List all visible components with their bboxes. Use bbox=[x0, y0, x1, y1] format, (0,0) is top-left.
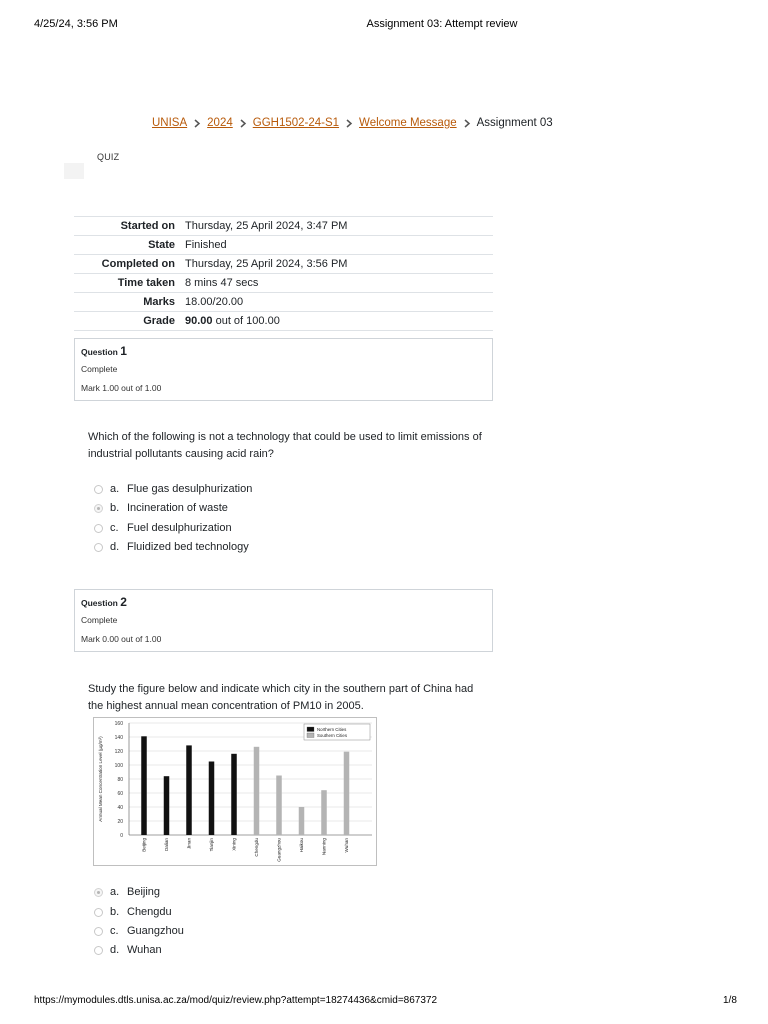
y-tick-label: 40 bbox=[117, 804, 123, 811]
bar bbox=[231, 754, 237, 835]
radio-button[interactable] bbox=[94, 946, 103, 955]
activity-icon bbox=[64, 163, 84, 179]
breadcrumb-link-welcome[interactable]: Welcome Message bbox=[359, 117, 457, 129]
chevron-right-icon bbox=[193, 119, 201, 128]
answer-letter: c. bbox=[110, 522, 119, 534]
y-tick-label: 120 bbox=[114, 748, 123, 755]
breadcrumb bbox=[152, 117, 553, 129]
breadcrumb-link-unisa[interactable]: UNISA bbox=[152, 117, 188, 129]
answer-letter: d. bbox=[110, 541, 120, 553]
summary-value: 8 mins 47 secs bbox=[185, 277, 259, 289]
summary-value: Thursday, 25 April 2024, 3:56 PM bbox=[185, 258, 348, 270]
bar bbox=[209, 762, 215, 836]
breadcrumb-link-year[interactable]: 2024 bbox=[207, 117, 233, 129]
summary-label: Time taken bbox=[117, 277, 175, 289]
x-tick-label: Dalian bbox=[164, 838, 170, 852]
summary-label: Grade bbox=[143, 315, 175, 327]
legend-swatch bbox=[307, 727, 314, 732]
summary-label: Started on bbox=[120, 220, 175, 232]
bar bbox=[321, 790, 327, 835]
answer-option[interactable] bbox=[94, 905, 172, 919]
summary-row bbox=[74, 312, 493, 331]
answer-option[interactable] bbox=[94, 521, 232, 535]
question-mark: Mark 1.00 out of 1.00 bbox=[81, 383, 162, 393]
bar bbox=[299, 807, 305, 835]
answer-option[interactable] bbox=[94, 540, 249, 554]
answer-text: Chengdu bbox=[127, 906, 172, 918]
answer-text: Fluidized bed technology bbox=[127, 541, 249, 553]
legend-swatch bbox=[307, 733, 314, 738]
answer-option[interactable] bbox=[94, 482, 252, 496]
summary-label: State bbox=[148, 239, 175, 251]
pm10-chart bbox=[93, 717, 377, 866]
summary-row bbox=[74, 274, 493, 293]
answer-letter: b. bbox=[110, 906, 120, 918]
x-tick-label: Beijing bbox=[141, 838, 147, 852]
chevron-right-icon bbox=[239, 119, 247, 128]
print-title: Assignment 03: Attempt review bbox=[366, 18, 518, 30]
print-page-number: 1/8 bbox=[723, 995, 737, 1006]
answer-text: Guangzhou bbox=[127, 925, 184, 937]
question-number: Question 2 bbox=[81, 595, 127, 609]
answer-option[interactable] bbox=[94, 943, 162, 957]
bar-chart bbox=[94, 718, 376, 865]
answer-text: Beijing bbox=[127, 886, 161, 898]
radio-button[interactable] bbox=[94, 927, 103, 936]
summary-value bbox=[185, 312, 493, 331]
summary-label: Marks bbox=[143, 296, 175, 308]
x-tick-label: Guangzhou bbox=[276, 838, 282, 862]
summary-label: Completed on bbox=[101, 258, 175, 270]
y-tick-label: 100 bbox=[114, 762, 123, 769]
question-info-1 bbox=[74, 338, 493, 401]
answer-letter: a. bbox=[110, 886, 120, 898]
legend-label: Southern Cities bbox=[317, 732, 348, 738]
summary-value: 18.00/20.00 bbox=[185, 296, 244, 308]
y-axis-label: Annual Mean Concentration Level (µg/m³) bbox=[98, 736, 103, 822]
answer-option[interactable] bbox=[94, 924, 184, 938]
y-tick-label: 80 bbox=[117, 776, 123, 783]
x-tick-label: Nanning bbox=[321, 838, 327, 856]
question-mark: Mark 0.00 out of 1.00 bbox=[81, 634, 162, 644]
summary-value: Thursday, 25 April 2024, 3:47 PM bbox=[185, 220, 348, 232]
question-state: Complete bbox=[81, 364, 118, 374]
radio-button[interactable] bbox=[94, 908, 103, 917]
answer-letter: d. bbox=[110, 944, 120, 956]
answer-letter: c. bbox=[110, 925, 119, 937]
y-tick-label: 160 bbox=[114, 720, 123, 727]
y-tick-label: 60 bbox=[117, 790, 123, 797]
radio-button[interactable] bbox=[94, 543, 103, 552]
question-info-2 bbox=[74, 589, 493, 652]
answer-text: Incineration of waste bbox=[127, 502, 228, 514]
chevron-right-icon bbox=[345, 119, 353, 128]
answer-option[interactable] bbox=[94, 885, 160, 899]
legend-label: Northern Cities bbox=[317, 726, 347, 732]
answer-letter: b. bbox=[110, 502, 120, 514]
bar bbox=[164, 776, 170, 835]
summary-row bbox=[74, 293, 493, 312]
print-url: https://mymodules.dtls.unisa.ac.za/mod/quiz/review.php?attempt=18274436&cmid=867372 bbox=[34, 995, 438, 1006]
radio-button-selected[interactable] bbox=[94, 888, 103, 897]
x-tick-label: Chengdu bbox=[254, 838, 260, 857]
summary-value: Finished bbox=[185, 239, 227, 251]
x-tick-label: Xining bbox=[231, 838, 237, 851]
radio-button[interactable] bbox=[94, 524, 103, 533]
y-tick-label: 0 bbox=[120, 832, 123, 839]
x-tick-label: Haikou bbox=[299, 838, 305, 853]
bar bbox=[141, 736, 147, 835]
attempt-summary-table bbox=[74, 216, 493, 331]
summary-row bbox=[74, 255, 493, 274]
x-tick-label: Wuhan bbox=[344, 838, 350, 853]
bar bbox=[344, 752, 350, 835]
x-tick-label: Jinan bbox=[186, 838, 192, 849]
print-datetime: 4/25/24, 3:56 PM bbox=[34, 18, 118, 30]
question-number: Question 1 bbox=[81, 344, 127, 358]
answer-text: Fuel desulphurization bbox=[127, 522, 232, 534]
summary-row bbox=[74, 236, 493, 255]
grade-value: 90.00 bbox=[185, 315, 213, 327]
question-text-1: Which of the following is not a technology that could be used to limit emissions of industrial pollutants causing acid rain? bbox=[88, 431, 482, 460]
y-tick-label: 20 bbox=[117, 818, 123, 825]
bar bbox=[276, 776, 282, 836]
summary-row bbox=[74, 217, 493, 236]
chevron-right-icon bbox=[463, 119, 471, 128]
answer-text: Wuhan bbox=[127, 944, 162, 956]
y-tick-label: 140 bbox=[114, 734, 123, 741]
answer-text: Flue gas desulphurization bbox=[127, 483, 253, 495]
section-label: QUIZ bbox=[97, 152, 120, 162]
x-tick-label: Tianjin bbox=[209, 838, 215, 852]
bar bbox=[254, 747, 260, 835]
radio-button[interactable] bbox=[94, 485, 103, 494]
breadcrumb-link-course[interactable]: GGH1502-24-S1 bbox=[252, 117, 340, 129]
answer-letter: a. bbox=[110, 483, 120, 495]
answer-option[interactable] bbox=[94, 501, 228, 515]
question-text-2: Study the figure below and indicate which city in the southern part of China had the highest annual mean concentration of PM10 in 2005. bbox=[88, 683, 474, 712]
grade-out-of: out of 100.00 bbox=[212, 315, 280, 327]
bar bbox=[186, 745, 192, 835]
radio-button-selected[interactable] bbox=[94, 504, 103, 513]
breadcrumb-current: Assignment 03 bbox=[476, 117, 553, 129]
question-state: Complete bbox=[81, 615, 118, 625]
